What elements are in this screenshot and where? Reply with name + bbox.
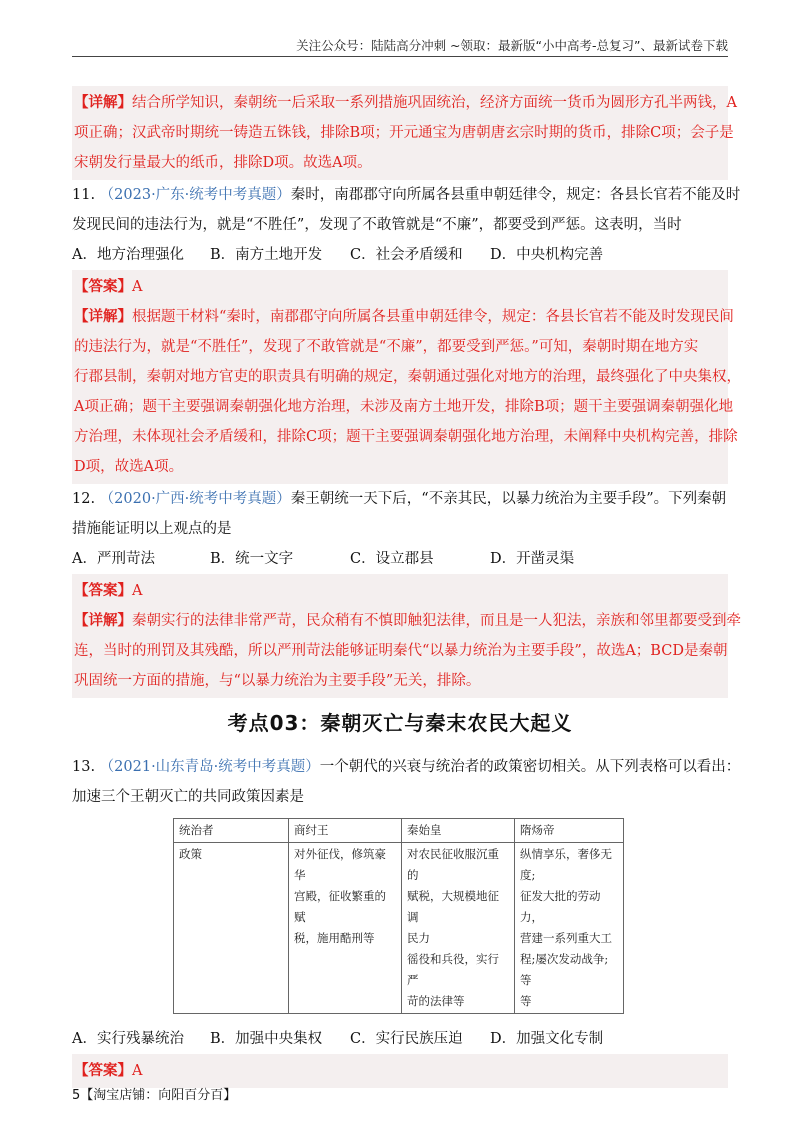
section-title: 考点03：秦朝灭亡与秦末农民大起义 bbox=[227, 711, 573, 735]
table-header-cell: 隋炀帝 bbox=[515, 819, 624, 843]
q13-number: 13. bbox=[72, 759, 96, 775]
table-header-cell: 商纣王 bbox=[289, 819, 402, 843]
question-13 bbox=[72, 752, 741, 812]
q11-option-c: C．社会矛盾缓和 bbox=[350, 247, 463, 263]
q12-line-1: 12. （2020·广西·统考中考真题）秦王朝统一天下后，“不亲其民，以暴力统治为主要手段”。下列秦朝 bbox=[72, 491, 727, 507]
page-header-text: 关注公众号：陆陆高分冲刺 ~领取：最新版“小中高考-总复习”、最新试卷下载 bbox=[296, 38, 728, 53]
table-header-cell: 统治者 bbox=[174, 819, 289, 843]
q10-detail-tag: 【详解】 bbox=[74, 94, 132, 111]
q12-options bbox=[72, 544, 728, 574]
q11-detail-line-1: 【详解】根据题干材料“秦时，南郡郡守向所属各县重申朝廷律令，规定：各县长官若不能及时发现民间 bbox=[74, 308, 734, 325]
q13-line-1: 13. （2021·山东青岛·统考中考真题）一个朝代的兴衰与统治者的政策密切相关。从下列表格可以看出： bbox=[72, 759, 741, 775]
policy-table bbox=[173, 818, 624, 1014]
q12-detail-line-1: 【详解】秦朝实行的法律非常严苛，民众稍有不慎即触犯法律，而且是一人犯法，亲族和邻里都要受到牵 bbox=[74, 612, 741, 629]
q11-line-1: 11. （2023·广东·统考中考真题）秦时，南郡郡守向所属各县重申朝廷律令，规定：各县长官若不能及时 bbox=[72, 187, 741, 203]
q11-source: （2023·广东·统考中考真题） bbox=[99, 187, 291, 203]
q13-answer-box bbox=[72, 1054, 728, 1088]
q13-option-a: A．实行残暴统治 bbox=[72, 1031, 184, 1047]
q11-answer: 【答案】A bbox=[74, 278, 143, 295]
table-cell-shang: 对外征伐，修筑豪华 宫殿，征收繁重的赋 税，施用酷刑等 bbox=[289, 843, 402, 1014]
q11-detail-tag: 【详解】 bbox=[74, 308, 132, 325]
q13-line-2: 加速三个王朝灭亡的共同政策因素是 bbox=[72, 789, 304, 805]
q12-number: 12. bbox=[72, 491, 96, 507]
q11-detail-line-2: 的违法行为，就是“不胜任”，发现了不敢管就是“不廉”，都要受到严惩。”可知，秦朝时期在地方实 bbox=[74, 339, 699, 355]
q11-detail-line-6: D项，故选A项。 bbox=[74, 459, 184, 475]
q11-detail-line-3: 行郡县制，秦朝对地方官吏的职责具有明确的规定，秦朝通过强化对地方的治理，最终强化了中央集权， bbox=[74, 369, 741, 385]
q12-detail-line-2: 连，当时的刑罚及其残酷，所以严刑苛法能够证明秦代“以暴力统治为主要手段”，故选A；BCD是秦朝 bbox=[74, 643, 728, 659]
header-divider bbox=[72, 56, 728, 57]
q11-option-b: B．南方土地开发 bbox=[210, 247, 323, 263]
q10-detail-box bbox=[72, 86, 737, 180]
question-12 bbox=[72, 484, 728, 574]
table-cell-qin: 对农民征收服沉重的 赋税，大规模地征调 民力 徭役和兵役，实行严 苛的法律等 bbox=[402, 843, 515, 1014]
q10-detail-line-3: 宋朝发行量最大的纸币，排除D项。故选A项。 bbox=[74, 155, 372, 171]
q13-option-b: B．加强中央集权 bbox=[210, 1031, 323, 1047]
table-header-row bbox=[174, 819, 624, 843]
q11-detail-line-5: 方治理，未体现社会矛盾缓和，排除C项；题干主要强调秦朝强化地方治理，未阐释中央机构完善，排除 bbox=[74, 429, 738, 445]
table-cell-sui: 纵情享乐，奢侈无度; 征发大批的劳动力， 营建一系列重大工 程;屡次发动战争;等 等 bbox=[515, 843, 624, 1014]
q12-source: （2020·广西·统考中考真题） bbox=[99, 491, 291, 507]
q11-number: 11. bbox=[72, 187, 96, 203]
q12-option-a: A．严刑苛法 bbox=[72, 551, 155, 567]
q13-options bbox=[72, 1024, 728, 1054]
q12-detail-line-3: 巩固统一方面的措施，与“以暴力统治为主要手段”无关，排除。 bbox=[74, 673, 481, 689]
q12-detail-tag: 【详解】 bbox=[74, 612, 132, 629]
question-11 bbox=[72, 180, 741, 270]
q11-answer-box bbox=[72, 270, 741, 484]
q12-line-2: 措施能证明以上观点的是 bbox=[72, 521, 232, 537]
q11-detail-line-4: A项正确；题干主要强调秦朝强化地方治理，未涉及南方土地开发，排除B项；题干主要强调秦朝强化地 bbox=[74, 399, 734, 415]
q12-option-c: C．设立郡县 bbox=[350, 551, 434, 567]
q12-option-d: D．开凿灵渠 bbox=[490, 551, 575, 567]
q13-source: （2021·山东青岛·统考中考真题） bbox=[99, 759, 320, 775]
table-row-label: 政策 bbox=[174, 843, 289, 1014]
q11-option-a: A．地方治理强化 bbox=[72, 247, 184, 263]
q10-detail-line-2: 项正确；汉武帝时期统一铸造五铢钱，排除B项；开元通宝为唐朝唐玄宗时期的货币，排除C项；会子是 bbox=[74, 125, 734, 141]
q11-option-d: D．中央机构完善 bbox=[490, 247, 604, 263]
page-content bbox=[72, 86, 741, 1088]
q11-options bbox=[72, 240, 728, 270]
q10-detail-line-1: 【详解】结合所学知识，秦朝统一后采取一系列措施巩固统治，经济方面统一货币为圆形方孔半两钱，A bbox=[74, 94, 737, 111]
q13-option-d: D．加强文化专制 bbox=[490, 1031, 604, 1047]
q12-answer: 【答案】A bbox=[74, 582, 143, 599]
q11-line-2: 发现民间的违法行为，就是“不胜任”，发现了不敢管就是“不廉”，都要受到严惩。这表明，当时 bbox=[72, 217, 682, 233]
table-row bbox=[174, 843, 624, 1014]
q12-answer-box bbox=[72, 574, 741, 698]
q13-answer: 【答案】A bbox=[74, 1062, 143, 1079]
q13-option-c: C．实行民族压迫 bbox=[350, 1031, 463, 1047]
q12-option-b: B．统一文字 bbox=[210, 551, 294, 567]
table-header-cell: 秦始皇 bbox=[402, 819, 515, 843]
page-footer: 5【淘宝店铺：向阳百分百】 bbox=[72, 1088, 237, 1103]
